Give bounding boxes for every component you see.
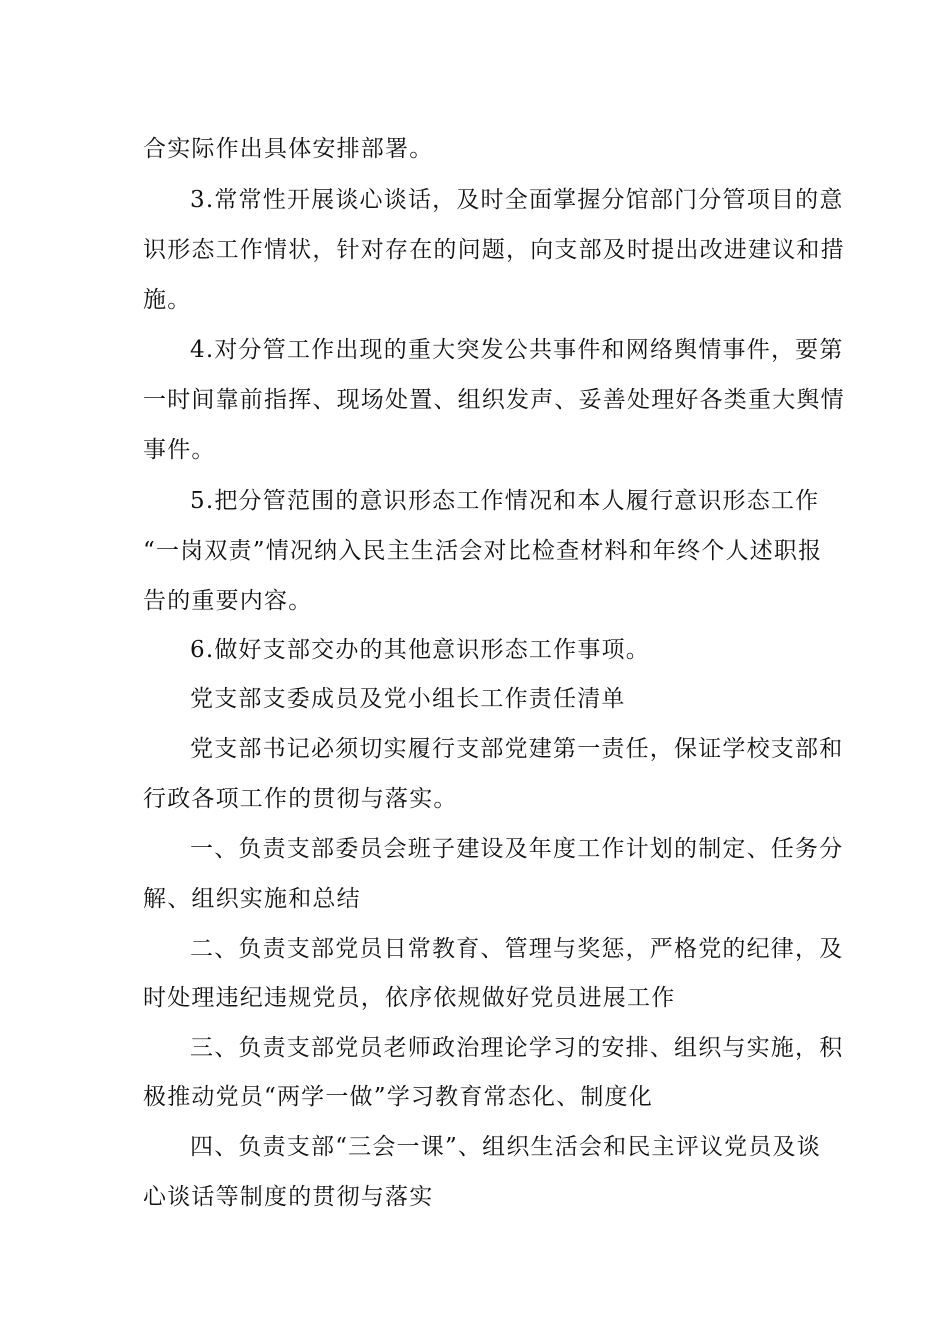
text-line: 极推动党员“两学一做”学习教育常态化、制度化 [143, 1084, 653, 1110]
text-line: 四、负责支部“三会一课”、组织生活会和民主评议党员及谈 [190, 1134, 821, 1160]
text-line: 时处理违纪违规党员，依序依规做好党员进展工作 [143, 985, 676, 1011]
text-line: 4.对分管工作出现的重大突发公共事件和网络舆情事件，要第 [190, 337, 844, 363]
text-line: “一岗双责”情况纳入民主生活会对比检查材料和年终个人述职报 [143, 538, 823, 564]
text-line: 一时间靠前指挥、现场处置、组织发声、妥善处理好各类重大舆情 [143, 387, 845, 413]
text-line: 三、负责支部党员老师政治理论学习的安排、组织与实施，积 [190, 1035, 844, 1061]
text-line: 一、负责支部委员会班子建设及年度工作计划的制定、任务分 [190, 836, 844, 862]
text-line: 5.把分管范围的意识形态工作情况和本人履行意识形态工作 [190, 488, 820, 514]
text-line: 党支部书记必须切实履行支部党建第一责任，保证学校支部和 [190, 736, 844, 762]
text-line: 心谈话等制度的贯彻与落实 [143, 1184, 434, 1210]
text-line: 事件。 [143, 437, 216, 463]
text-line: 识形态工作情状，针对存在的问题，向支部及时提出改进建议和措 [143, 237, 845, 263]
text-line: 6.做好支部交办的其他意识形态工作事项。 [190, 637, 650, 663]
text-line: 合实际作出具体安排部署。 [143, 136, 434, 162]
text-line: 3.常常性开展谈心谈话，及时全面掌握分馆部门分管项目的意 [190, 187, 844, 213]
text-line: 解、组织实施和总结 [143, 886, 361, 912]
text-line: 告的重要内容。 [143, 588, 313, 614]
section-heading: 党支部支委成员及党小组长工作责任清单 [190, 686, 626, 712]
text-line: 行政各项工作的贯彻与落实。 [143, 786, 458, 812]
text-line: 施。 [143, 287, 192, 313]
text-line: 二、负责支部党员日常教育、管理与奖惩，严格党的纪律，及 [190, 936, 844, 962]
